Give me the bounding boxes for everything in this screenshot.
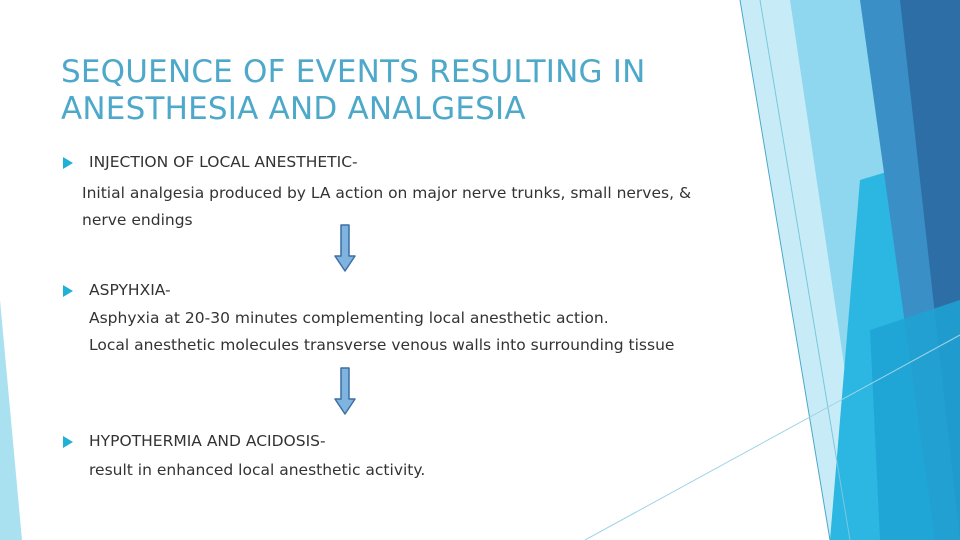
title-line-1: SEQUENCE OF EVENTS RESULTING IN [61, 54, 646, 90]
item-2-line-2: Local anesthetic molecules transverse venous walls into surrounding tissue [89, 336, 675, 354]
item-2-line-1: Asphyxia at 20-30 minutes complementing local anesthetic action. [89, 309, 609, 327]
down-arrow-icon [334, 224, 356, 272]
slide-title [61, 54, 741, 128]
title-line-2: ANESTHESIA AND ANALGESIA [61, 91, 526, 127]
item-3-heading: HYPOTHERMIA AND ACIDOSIS- [89, 432, 326, 450]
item-3-line-1: result in enhanced local anesthetic activity. [89, 461, 426, 479]
bullet-icon [63, 436, 73, 448]
item-2-heading: ASPYHXIA- [89, 281, 171, 299]
item-1-line-2: nerve endings [82, 211, 193, 229]
item-1-heading: INJECTION OF LOCAL ANESTHETIC- [89, 153, 358, 171]
down-arrow-icon [334, 367, 356, 415]
bullet-icon [63, 157, 73, 169]
deco-panel-pale [870, 300, 960, 540]
bullet-icon [63, 285, 73, 297]
item-1-line-1: Initial analgesia produced by LA action on major nerve trunks, small nerves, & [82, 184, 692, 202]
deco-left-sliver [0, 300, 22, 540]
